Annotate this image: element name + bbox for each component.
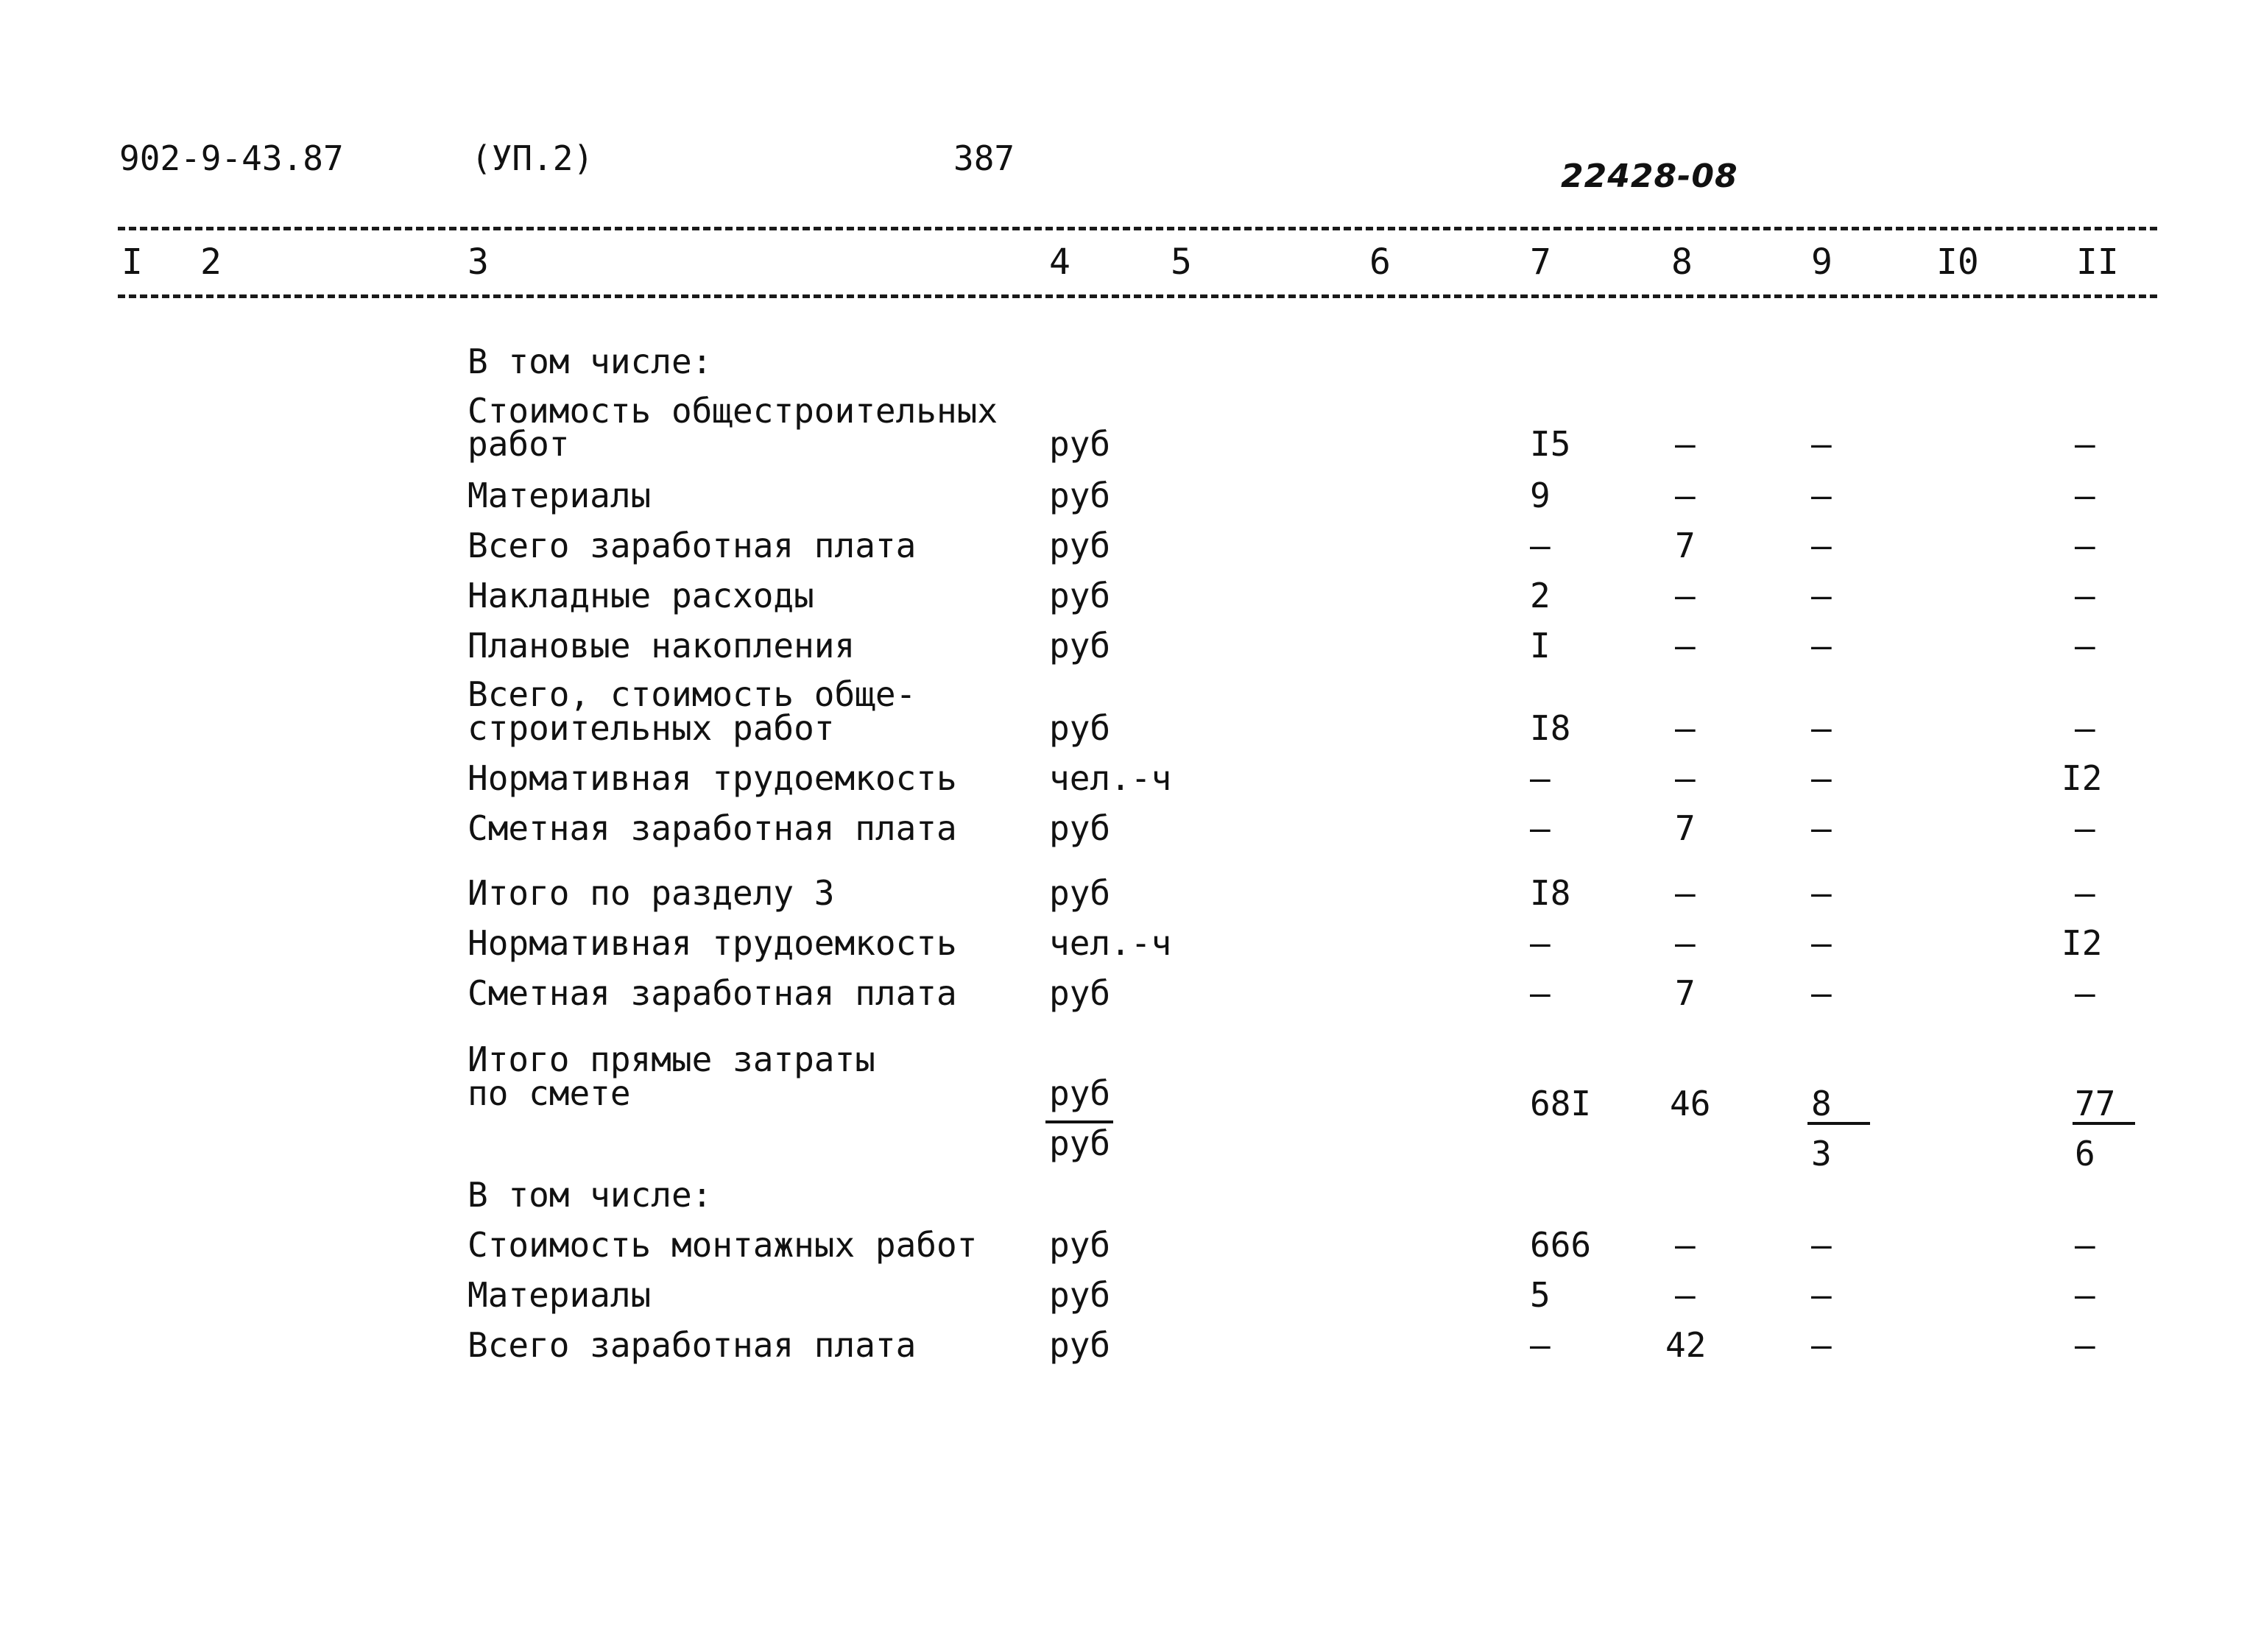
- table-row-label: Всего заработная плата: [468, 1325, 917, 1365]
- value-cell-col7: 2: [1530, 576, 1551, 615]
- column-number: II: [2076, 241, 2119, 283]
- value-cell-col7: –: [1530, 923, 1551, 963]
- table-row-label: Сметная заработная плата: [468, 808, 957, 848]
- value-cell-col9: –: [1811, 526, 1832, 565]
- column-number: 4: [1049, 241, 1070, 283]
- unit-cell: руб: [1049, 1073, 1111, 1113]
- unit-cell: чел.-ч: [1049, 923, 1172, 963]
- value-cell-col7: 666: [1530, 1225, 1592, 1265]
- value-cell-col7: 9: [1530, 476, 1551, 515]
- unit-cell: руб: [1049, 626, 1111, 666]
- value-cell-col7: –: [1530, 758, 1551, 798]
- value-cell-col8: –: [1675, 1275, 1696, 1315]
- value-cell-col8: –: [1675, 758, 1696, 798]
- unit-cell: руб: [1049, 526, 1111, 565]
- fraction-bar: [1807, 1122, 1870, 1125]
- value-cell-col9: –: [1811, 1325, 1832, 1365]
- column-number: 2: [200, 241, 222, 283]
- table-row-label: Всего, стоимость обще-: [468, 674, 917, 714]
- table-row-label: Нормативная трудоемкость: [468, 923, 957, 963]
- value-cell-col11: –: [2075, 476, 2095, 515]
- value-cell-col9: –: [1811, 626, 1832, 666]
- value-cell-col11: –: [2075, 1275, 2095, 1315]
- column-number: 5: [1171, 241, 1192, 283]
- value-cell-col11: –: [2075, 973, 2095, 1013]
- section-code: (УП.2): [471, 138, 594, 178]
- column-number: I0: [1936, 241, 1979, 283]
- table-row-label: Плановые накопления: [468, 626, 856, 666]
- value-cell-col11: –: [2075, 873, 2095, 913]
- table-row-label: Накладные расходы: [468, 576, 814, 615]
- unit-cell: руб: [1049, 1123, 1111, 1163]
- table-row-label: Сметная заработная плата: [468, 973, 957, 1013]
- value-cell-col11: I2: [2061, 923, 2103, 963]
- value-cell-col8: 7: [1675, 808, 1696, 848]
- unit-cell: руб: [1049, 873, 1111, 913]
- value-cell-col9: –: [1811, 873, 1832, 913]
- value-cell-col8: –: [1675, 708, 1696, 748]
- table-row-label: Материалы: [468, 1275, 652, 1315]
- value-cell-col11: –: [2075, 526, 2095, 565]
- value-cell-col8: –: [1675, 873, 1696, 913]
- table-row-label: В том числе:: [468, 342, 713, 381]
- value-cell-col8: 7: [1675, 526, 1696, 565]
- value-cell-col11: –: [2075, 626, 2095, 666]
- value-cell-col11: I2: [2061, 758, 2103, 798]
- value-cell-col8: –: [1675, 476, 1696, 515]
- page-number: 387: [953, 138, 1015, 178]
- value-cell-col9: –: [1811, 424, 1832, 464]
- column-number: 8: [1671, 241, 1693, 283]
- fraction-bar: [2073, 1122, 2135, 1125]
- unit-cell: руб: [1049, 708, 1111, 748]
- value-cell-col7: I8: [1530, 873, 1571, 913]
- value-cell-col7: –: [1530, 526, 1551, 565]
- column-number: 7: [1530, 241, 1551, 283]
- table-row-label: Материалы: [468, 476, 652, 515]
- value-cell-col7: I: [1530, 626, 1551, 666]
- table-row-label: Итого по разделу 3: [468, 873, 835, 913]
- value-cell-col7: 68I: [1530, 1084, 1592, 1123]
- value-cell-col9: –: [1811, 1275, 1832, 1315]
- value-cell-col11: –: [2075, 1325, 2095, 1365]
- table-row-label: Стоимость монтажных работ: [468, 1225, 978, 1265]
- unit-cell: руб: [1049, 973, 1111, 1013]
- value-cell-col9: –: [1811, 1225, 1832, 1265]
- value-cell-col7: –: [1530, 1325, 1551, 1365]
- column-number: 3: [468, 241, 489, 283]
- table-row-label: по смете: [468, 1073, 631, 1113]
- unit-cell: руб: [1049, 808, 1111, 848]
- value-cell-col9: –: [1811, 808, 1832, 848]
- column-number: 9: [1811, 241, 1833, 283]
- value-cell-col7: I5: [1530, 424, 1571, 464]
- dashed-rule-bottom: [118, 294, 2157, 298]
- table-row-label: Всего заработная плата: [468, 526, 917, 565]
- value-cell-col8: 7: [1675, 973, 1696, 1013]
- value-cell-col8: 42: [1665, 1325, 1707, 1365]
- column-number: 6: [1369, 241, 1391, 283]
- table-row-label: работ: [468, 424, 570, 464]
- value-cell-col11: –: [2075, 576, 2095, 615]
- table-row-label: Нормативная трудоемкость: [468, 758, 957, 798]
- table-row-label: Итого прямые затраты: [468, 1039, 875, 1079]
- unit-cell: руб: [1049, 576, 1111, 615]
- value-cell-col9: –: [1811, 708, 1832, 748]
- unit-cell: руб: [1049, 1225, 1111, 1265]
- value-cell-col8: 46: [1670, 1084, 1711, 1123]
- value-cell-col8: –: [1675, 424, 1696, 464]
- value-cell-col11: –: [2075, 708, 2095, 748]
- dashed-rule-top: [118, 227, 2157, 230]
- value-cell-col7: 5: [1530, 1275, 1551, 1315]
- table-row-label: В том числе:: [468, 1175, 713, 1215]
- inventory-stamp: 22428-08: [1561, 158, 1738, 195]
- unit-cell: чел.-ч: [1049, 758, 1172, 798]
- document-code: 902-9-43.87: [119, 138, 344, 178]
- value-cell-col9: 3: [1811, 1134, 1832, 1173]
- value-cell-col8: –: [1675, 923, 1696, 963]
- value-cell-col11: 6: [2075, 1134, 2095, 1173]
- value-cell-col7: I8: [1530, 708, 1571, 748]
- column-number: I: [121, 241, 143, 283]
- value-cell-col11: –: [2075, 808, 2095, 848]
- value-cell-col9: 8: [1811, 1084, 1832, 1123]
- value-cell-col9: –: [1811, 973, 1832, 1013]
- value-cell-col11: 77: [2075, 1084, 2116, 1123]
- value-cell-col9: –: [1811, 576, 1832, 615]
- table-row-label: строительных работ: [468, 708, 835, 748]
- unit-cell: руб: [1049, 1275, 1111, 1315]
- unit-cell: руб: [1049, 476, 1111, 515]
- value-cell-col9: –: [1811, 476, 1832, 515]
- value-cell-col9: –: [1811, 923, 1832, 963]
- value-cell-col8: –: [1675, 1225, 1696, 1265]
- unit-cell: руб: [1049, 1325, 1111, 1365]
- value-cell-col7: –: [1530, 808, 1551, 848]
- value-cell-col9: –: [1811, 758, 1832, 798]
- value-cell-col8: –: [1675, 626, 1696, 666]
- value-cell-col8: –: [1675, 576, 1696, 615]
- value-cell-col11: –: [2075, 1225, 2095, 1265]
- table-row-label: Стоимость общестроительных: [468, 391, 998, 431]
- value-cell-col11: –: [2075, 424, 2095, 464]
- unit-cell: руб: [1049, 424, 1111, 464]
- value-cell-col7: –: [1530, 973, 1551, 1013]
